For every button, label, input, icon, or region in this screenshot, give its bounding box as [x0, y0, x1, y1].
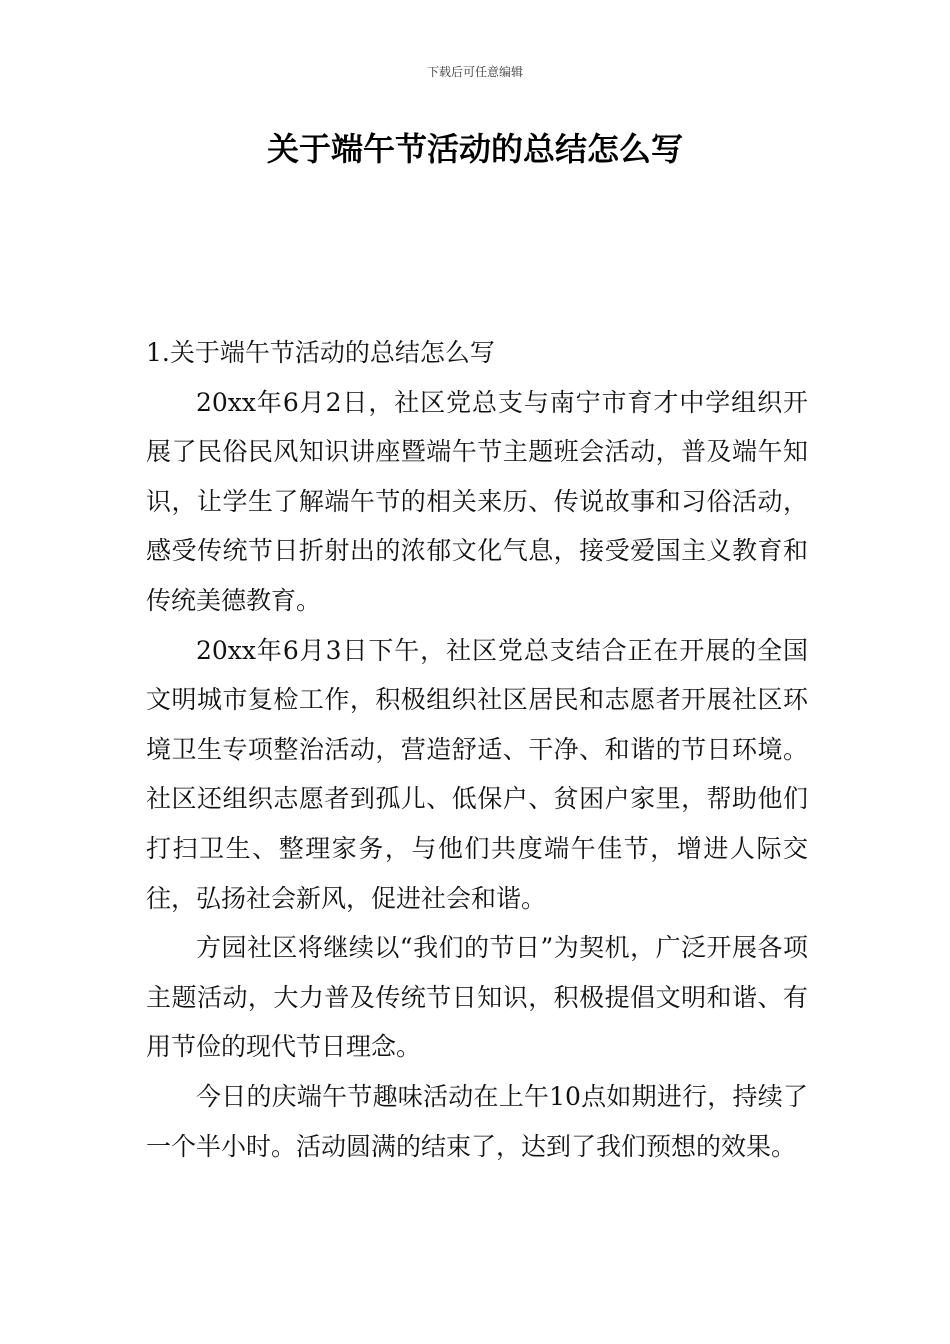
- document-body: [146, 328, 808, 1171]
- section-heading: 1.关于端午节活动的总结怎么写: [146, 338, 495, 367]
- header-note: 下载后可任意编辑: [426, 65, 523, 79]
- paragraph-2: 20xx年6月3日下午，社区党总支结合正在开展的全国文明城市复检工作，积极组织社区居民和志愿者开展社区环境卫生专项整治活动，营造舒适、干净、和谐的节日环境。社区还组织志愿者到孤儿、低保户、贫困户家里，帮助他们打扫卫生、整理家务，与他们共度端午佳节，增进人际交往，弘扬社会新风，促进社会和谐。: [146, 635, 808, 913]
- paragraph-1: 20xx年6月2日，社区党总支与南宁市育才中学组织开展了民俗民风知识讲座暨端午节主题班会活动，普及端午知识，让学生了解端午节的相关来历、传说故事和习俗活动，感受传统节日折射出的浓郁文化气息，接受爱国主义教育和传统美德教育。: [146, 387, 808, 615]
- document-title: 关于端午节活动的总结怎么写: [266, 130, 683, 168]
- paragraph-4: 今日的庆端午节趣味活动在上午10点如期进行，持续了一个半小时。活动圆满的结束了，达到了我们预想的效果。: [146, 1081, 808, 1161]
- paragraph-3: 方园社区将继续以“我们的节日”为契机，广泛开展各项主题活动，大力普及传统节日知识，积极提倡文明和谐、有用节俭的现代节日理念。: [146, 933, 808, 1062]
